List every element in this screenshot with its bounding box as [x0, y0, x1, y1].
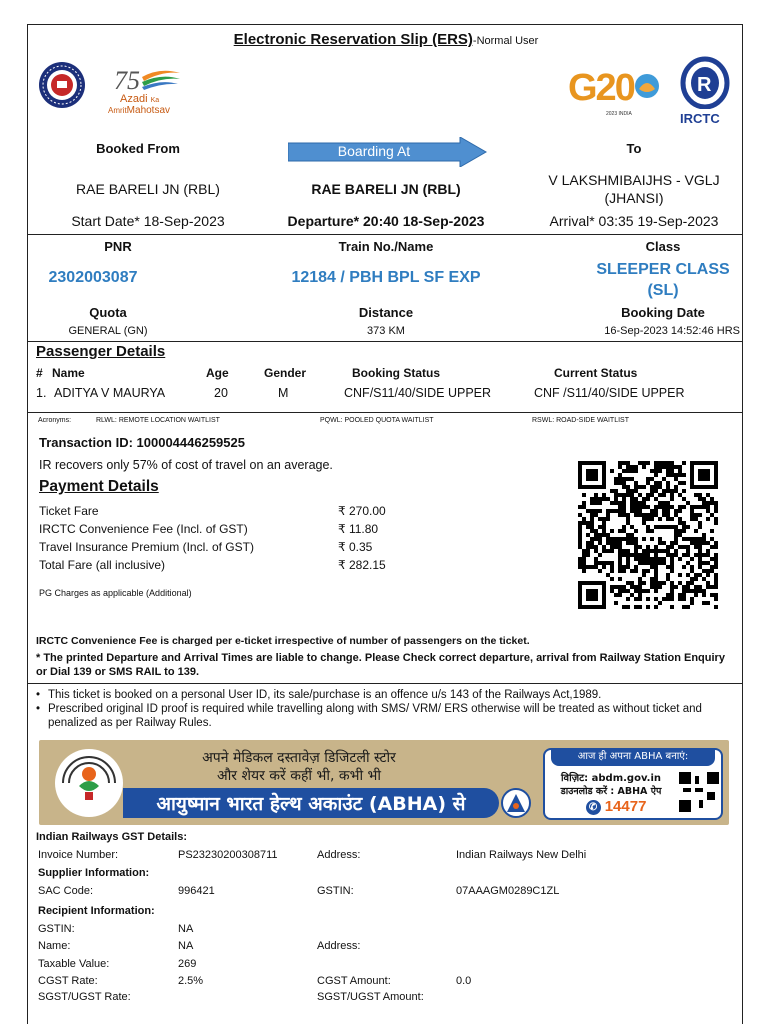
- convenience-fee-value: ₹ 11.80: [338, 522, 379, 536]
- passenger-details-title: Passenger Details: [36, 343, 166, 360]
- class-line-2: (SL): [647, 282, 679, 299]
- recipient-gstin-label: GSTIN:: [38, 923, 75, 935]
- payment-details-title: Payment Details: [39, 478, 159, 495]
- svg-text:R: R: [697, 74, 712, 96]
- train-name: 12184 / PBH BPL SF EXP: [291, 269, 481, 286]
- destination-station: V LAKSHMIBAIJHS - VGLJ (JHANSI): [548, 172, 720, 206]
- distance-value: 373 KM: [367, 325, 405, 337]
- total-fare-value: ₹ 282.15: [338, 558, 386, 572]
- sgst-amount-label: SGST/UGST Amount:: [317, 991, 424, 1003]
- g20-logo: [568, 67, 668, 123]
- pnr-number: 2302003087: [48, 269, 138, 286]
- recipient-name-value: NA: [178, 940, 194, 952]
- travel-class: [568, 259, 758, 301]
- col-number: #: [36, 366, 43, 380]
- divider: [28, 234, 742, 235]
- ticket-fare-value: ₹ 270.00: [338, 504, 386, 518]
- g20-text: G20: [568, 67, 634, 109]
- abha-tagline-2: और शेयर करें कहीं भी, कभी भी: [216, 768, 381, 784]
- taxable-value: 269: [178, 958, 197, 970]
- abha-phone: [561, 798, 671, 815]
- divider: [28, 412, 742, 413]
- page-title: [28, 31, 744, 48]
- convenience-fee-note: IRCTC Convenience Fee is charged per e-ticket irrespective of number of passengers on the ticket.: [36, 635, 530, 647]
- ticket-fare-label: Ticket Fare: [39, 504, 99, 518]
- irctc-text: IRCTC: [680, 111, 720, 126]
- boarding-station: RAE BARELI JN (RBL): [311, 181, 461, 197]
- passenger-booking-status: CNF/S11/40/SIDE UPPER: [344, 386, 492, 400]
- class-label: Class: [645, 239, 681, 254]
- recovery-note: IR recovers only 57% of cost of travel on an average.: [39, 458, 333, 472]
- booked-from-station: RAE BARELI JN (RBL): [76, 181, 220, 197]
- user-type: -Normal User: [472, 35, 539, 47]
- address-value: Indian Railways New Delhi: [456, 849, 587, 861]
- abha-visit: विज़िट: abdm.gov.in: [560, 773, 662, 784]
- gstin-label: GSTIN:: [317, 885, 354, 897]
- cgst-amount-value: 0.0: [456, 975, 472, 987]
- abha-tagline-1: अपने मेडिकल दस्तावेज़ डिजिटली स्टोर: [202, 750, 396, 766]
- transaction-id: Transaction ID: 100004446259525: [39, 435, 245, 450]
- phone-icon: ✆: [586, 800, 601, 815]
- quota-label: Quota: [89, 305, 127, 320]
- ticket-rules-list: [36, 688, 736, 730]
- gst-title: Indian Railways GST Details:: [36, 831, 187, 843]
- abha-headline: आयुष्मान भारत हेल्थ अकाउंट (ABHA) से: [156, 793, 466, 815]
- cgst-rate-value: 2.5%: [178, 975, 204, 987]
- azadi-word: Azadi: [120, 93, 148, 105]
- abha-qr-code: [679, 772, 719, 812]
- ka-word: Ka: [150, 97, 160, 104]
- gstin-value: 07AAAGM0289C1ZL: [456, 885, 560, 897]
- recipient-name-label: Name:: [38, 940, 71, 952]
- passenger-name: ADITYA V MAURYA: [54, 386, 166, 400]
- abha-banner: [39, 740, 729, 825]
- abha-cta-box: [543, 748, 723, 820]
- irctc-logo: [672, 55, 738, 129]
- col-current-status: Current Status: [554, 366, 638, 380]
- globe-lotus-icon: [634, 73, 660, 99]
- pnr-label: PNR: [104, 239, 132, 254]
- start-date: Start Date* 18-Sep-2023: [71, 213, 225, 229]
- ers-title: Electronic Reservation Slip (ERS): [233, 31, 473, 48]
- insurance-label: Travel Insurance Premium (Incl. of GST): [39, 540, 254, 554]
- ers-sheet: [27, 24, 743, 1024]
- rule-item: • This ticket is booked on a personal User ID, its sale/purchase is an offence u/s 143 of the Railways Act,1989.: [36, 688, 736, 702]
- abha-icon: [501, 788, 531, 818]
- distance-label: Distance: [358, 305, 414, 320]
- svg-text:75: 75: [114, 66, 140, 93]
- cgst-rate-label: CGST Rate:: [38, 975, 98, 987]
- class-line-1: SLEEPER CLASS: [596, 261, 730, 278]
- boarding-at-arrow: [288, 137, 488, 167]
- sac-label: SAC Code:: [38, 885, 94, 897]
- passenger-gender: M: [278, 386, 289, 400]
- acronyms-label: Acronyms:: [38, 417, 72, 424]
- divider: [28, 341, 742, 342]
- g20-subtitle: 2023 INDIA: [606, 111, 632, 117]
- convenience-fee-label: IRCTC Convenience Fee (Incl. of GST): [39, 522, 248, 536]
- pqwl-acronym: PQWL: POOLED QUOTA WAITLIST: [320, 417, 434, 424]
- departure-time: Departure* 20:40 18-Sep-2023: [287, 213, 485, 229]
- address-label: Address:: [317, 849, 361, 861]
- divider: [28, 683, 742, 684]
- total-fare-label: Total Fare (all inclusive): [39, 558, 166, 572]
- train-label: Train No./Name: [338, 239, 434, 254]
- azadi-ka-amrit-mahotsav-logo: [108, 65, 228, 115]
- passenger-current-status: CNF /S11/40/SIDE UPPER: [534, 386, 685, 400]
- to-label: To: [626, 141, 642, 156]
- abha-phone-number: 14477: [604, 798, 647, 815]
- timing-change-note: * The printed Departure and Arrival Times are liable to change. Please Check correct departure, arrival from Railway Station Enquiry or Dial 139 or SMS RAIL to 139.: [36, 652, 725, 678]
- amrit-word: Amrit: [108, 106, 127, 115]
- passenger-age: 20: [214, 386, 228, 400]
- quota-value: GENERAL (GN): [68, 325, 148, 337]
- abha-download: डाउनलोड करें : ABHA ऐप: [560, 786, 662, 797]
- col-booking-status: Booking Status: [352, 366, 441, 380]
- rlwl-acronym: RLWL: REMOTE LOCATION WAITLIST: [96, 417, 220, 424]
- taxable-value-label: Taxable Value:: [38, 958, 110, 970]
- cgst-amount-label: CGST Amount:: [317, 975, 391, 987]
- rswl-acronym: RSWL: ROAD-SIDE WAITLIST: [532, 417, 629, 424]
- rule-item: • Prescribed original ID proof is required while travelling along with SMS/ VRM/ ERS otherwise will be treated as without ticket and penalized as per Railway Rules.: [36, 702, 736, 730]
- indian-railways-logo: [38, 61, 86, 109]
- recipient-info-title: Recipient Information:: [38, 905, 155, 917]
- passenger-number: 1.: [36, 386, 47, 400]
- boarding-at-label: Boarding At: [337, 143, 411, 159]
- arrival-time: Arrival* 03:35 19-Sep-2023: [549, 213, 719, 229]
- booking-date-value: 16-Sep-2023 14:52:46 HRS: [604, 325, 740, 337]
- invoice-label: Invoice Number:: [38, 849, 119, 861]
- booked-from-label: Booked From: [96, 141, 180, 156]
- abha-cta: आज ही अपना ABHA बनाएं:: [551, 748, 715, 766]
- pg-charges-note: PG Charges as applicable (Additional): [39, 588, 192, 598]
- col-gender: Gender: [264, 366, 307, 380]
- supplier-info-title: Supplier Information:: [38, 867, 150, 879]
- col-name: Name: [52, 366, 85, 380]
- booking-date-label: Booking Date: [621, 305, 705, 320]
- mahotsav-word: Mahotsav: [126, 105, 171, 116]
- qr-code: [578, 461, 718, 609]
- col-age: Age: [206, 366, 229, 380]
- invoice-number: PS23230200308711: [178, 849, 278, 861]
- insurance-value: ₹ 0.35: [338, 540, 373, 554]
- recipient-gstin-value: NA: [178, 923, 194, 935]
- sgst-rate-label: SGST/UGST Rate:: [38, 991, 131, 1003]
- recipient-address-label: Address:: [317, 940, 361, 952]
- sac-value: 996421: [178, 885, 215, 897]
